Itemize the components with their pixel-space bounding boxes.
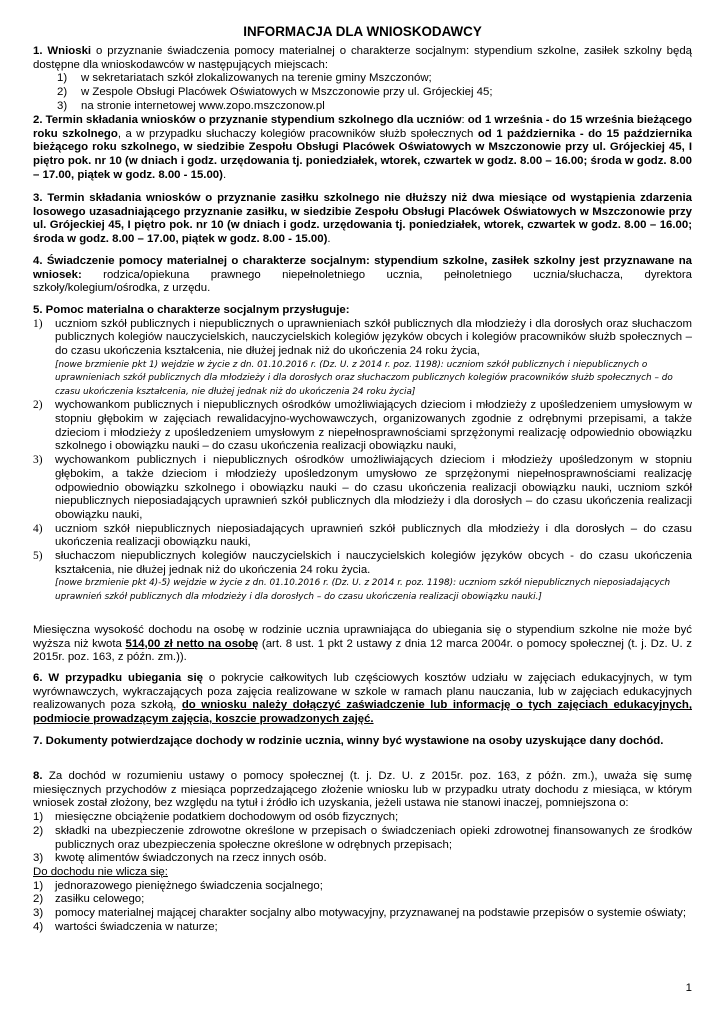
section-2-location: od 1 października - do 15 października bieżącego roku szkolnego, w siedzibie Zespołu Obsługi Placówek Oświatowych w Mszczonowie przy ul. Grójeckiej 45, I piętro pok. nr 10 (w dniach i godz. urzędowania tj. poniedziałek, wtorek, czwartek w godz. 8.00 – 16.00; środa w godz. 8.00 – 17.00, piątek w godz. 8.00 - 15.00) [33,127,692,181]
list-item [33,399,692,454]
list-item [33,550,692,577]
section-1-text: o przyznanie świadczenia pomocy materialnej o charakterze socjalnym: stypendium szkolne, zasiłek szkolny będą dostępne dla wnioskodawców w następujących miejscach: [33,45,692,71]
section-2-end: . [222,168,227,181]
section-7: 7. Dokumenty potwierdzające dochody w rodzinie ucznia, winny być wystawione na osoby uzyskujące dany dochód. [33,735,664,747]
list-item-text: składki na ubezpieczenie zdrowotne określone w przepisach o świadczeniach opieki zdrowotnej finansowanych ze środków publicznych oraz ubezpieczenia społeczne określone w odrębnych przepisach; [55,824,692,851]
section-6 [33,672,692,727]
section-6-heading: 6. W przypadku ubiegania się [33,672,203,684]
list-item [33,811,692,825]
list-item-number: 4) [33,920,44,933]
section-5-heading: 5. Pomoc materialna o charakterze socjalnym przysługuje: [33,304,350,316]
list-item-number: 3) [33,454,43,467]
list-item [33,825,692,852]
list-item-number: 2) [33,893,44,906]
list-item-number: 5) [33,550,43,563]
section-2 [33,114,692,183]
section-2-text: , a w przypadku słuchaczy kolegiów pracowników służb społecznych [117,127,478,140]
list-item-text: wychowankom publicznych i niepublicznych ośrodków umożliwiających dzieciom i młodzieży z upośledzeniem umysłowym w stopniu głębokim w zajęciach rewalidacyjno-wychowawczych, organizowanych zgodnie z odrębnymi przepisami, a także dzieciom i młodzieży z upośledzeniem umysłowym z niepełnosprawnościami sprzężonymi realizację odpowiednio obowiązku szkolnego i obowiązku nauki – do czasu ukończenia realizacji obowiązku nauki, [55,399,692,453]
list-item-number: 4) [33,522,43,535]
list-item-text: na stronie internetowej www.zopo.mszczonow.pl [81,99,325,112]
document-page [33,0,692,1024]
list-item [33,72,692,86]
section-1-intro [33,45,692,72]
section-8 [33,770,692,934]
income-text: Miesięczna wysokość dochodu na osobę w rodzinie ucznia uprawniająca do ubiegania się o stypendium szkolne nie może być wyższa niż kwota [33,624,692,650]
list-item-number: 3) [33,907,44,920]
list-item [33,880,692,894]
list-item [33,921,692,935]
list-item-text: w sekretariatach szkół zlokalizowanych na terenie gminy Mszczonów; [81,72,432,85]
section-4-text: rodzica/opiekuna prawnego niepełnoletniego ucznia, pełnoletniego ucznia/słuchacza, dyrektora szkoły/kolegium/ośrodka, z urzędu. [33,268,692,295]
section-8-number: 8. [33,770,43,782]
section-2-period: od 1 września - do 15 września bieżącego roku szkolnego [33,114,692,140]
income-legal-ref: (art. 8 ust. 1 pkt 2 ustawy z dnia 12 marca 2004r. o pomocy społecznej (t. j. Dz. U. z 2015r. poz. 163, z późn. zm.)). [33,637,692,664]
list-item-text: pomocy materialnej mającej charakter socjalny albo motywacyjny, przyznawanej na podstawie przepisów o systemie oświaty; [55,907,686,920]
section-3-text: 3. Termin składania wniosków o przyznanie zasiłku szkolnego nie dłuższy niż dwa miesiące od wystąpienia zdarzenia losowego uzasadniającego przyznanie zasiłku, w siedzibie Zespołu Obsługi Placówek Oświatowych w Mszczonowie przy ul. Grójeckiej 45, I piętro pok. nr 10 (w dniach i godz. urzędowania tj. poniedziałek, wtorek, czwartek w godz. 8.00 – 16.00; środa w godz. 8.00 – 17.00, piątek w godz. 8.00 - 15.00) [33,192,692,246]
list-item-number: 3) [33,852,44,865]
section-3 [33,192,692,247]
list-item-text: uczniom szkół publicznych i niepublicznych o uprawnieniach szkół publicznych dla młodzieży i dla dorosłych oraz słuchaczom publicznych kolegiów nauczycielskich, nauczycielskich kolegiów języków obcych i kolegiów pracowników służb społecznych – do czasu ukończenia kształcenia, nie dłużej jednak niż do ukończenia 24 roku życia, [55,317,692,358]
list-item [33,907,692,921]
page-number: 1 [685,982,692,995]
section-4-heading: 4. Świadczenie pomocy materialnej o charakterze socjalnym: stypendium szkolne, zasiłek szkolny jest przyznawane na wniosek: [33,255,692,281]
list-item-text: zasiłku celowego; [55,893,145,906]
list-item-number: 1) [33,317,43,330]
list-item-number: 1) [57,72,68,85]
legal-note: [nowe brzmienie pkt 1) wejdzie w życie z dn. 01.10.2016 r. (Dz. U. z 2014 r. poz. 1198): uczniom szkół publicznych i niepublicznych o uprawnieniach szkół publicznych dla młodzieży i dla dorosłych oraz słuchaczom publicznych kolegiów pracowników służb społecznych – do czasu ukończenia kształcenia, nie dłużej jednak niż do ukończenia 24 roku życia] [55,359,673,397]
legal-note: [nowe brzmienie pkt 4)-5) wejdzie w życie z dn. 01.10.2016 r. (Dz. U. z 2014 r. poz. 1198): uczniom szkół niepublicznych nieposiadających uprawnień szkół publicznych dla młodzieży i dla dorosłych – do czasu ukończenia realizacji obowiązku nauki.] [55,578,671,602]
list-item [33,893,692,907]
list-item-text: jednorazowego pieniężnego świadczenia socjalnego; [55,879,323,892]
page-title: INFORMACJA DLA WNIOSKODAWCY [243,24,482,39]
list-item-text: kwotę alimentów świadczonych na rzecz innych osób. [55,852,327,865]
list-item [33,454,692,523]
list-item [33,86,692,100]
section-8-text: Za dochód w rozumieniu ustawy o pomocy społecznej (t. j. Dz. U. z 2015r. poz. 163, z późn. zm.), uważa się sumę miesięcznych przychodów z miesiąca poprzedzającego złożenie wniosku lub w przypadku utraty dochodu z miesiąca, w którym wniosek został złożony, bez względu na tytuł i źródło ich uzyskania, jeżeli ustawa nie stanowi inaczej, pomniejszona o: [33,770,692,810]
list-item-text: miesięczne obciążenie podatkiem dochodowym od osób fizycznych; [55,811,399,824]
list-item-number: 2) [57,86,68,99]
list-item-number: 3) [57,99,68,112]
exclusions-heading: Do dochodu nie wlicza się: [33,865,168,878]
income-paragraph [33,624,692,665]
list-item-text: w Zespole Obsługi Placówek Oświatowych w Mszczonowie przy ul. Grójeckiej 45; [81,86,493,99]
section-2-heading: 2. Termin składania wniosków o przyznanie stypendium szkolnego dla uczniów [33,114,462,126]
list-item-number: 1) [33,811,44,824]
list-item [33,318,692,359]
list-item-number: 2) [33,824,44,837]
section-2-sep: : [461,114,468,126]
list-item [33,523,692,550]
section-3-end: . [327,233,331,246]
list-item-text: słuchaczom niepublicznych kolegiów nauczycielskich i nauczycielskich kolegiów języków obcych - do czasu ukończenia kształcenia, nie dłużej jednak niż do ukończenia 24 roku życia. [55,550,692,576]
income-threshold: 514,00 zł netto na osobę [125,637,259,650]
list-item-number: 2) [33,399,43,412]
list-item-number: 1) [33,879,44,892]
list-item [33,852,692,866]
list-item-text: uczniom szkół niepublicznych nieposiadających uprawnień szkół publicznych dla młodzieży i dla dorosłych – do czasu ukończenia realizacji obowiązku nauki, [55,522,692,549]
list-item [33,100,692,114]
section-4 [33,255,692,296]
section-8-intro [33,770,692,811]
section-1 [33,45,692,114]
section-1-number: 1. Wnioski [33,45,92,57]
section-6-text: o pokrycie całkowitych lub częściowych kosztów udziału w zajęciach edukacyjnych, w tym wyrównawczych, wykraczających poza zajęcia realizowane w szkole w ramach planu nauczania, lub w zajęciach edukacyjnych realizowanych poza szkołą, [33,672,692,712]
section-5 [33,304,692,604]
list-item-text: wartości świadczenia w naturze; [55,920,218,933]
section-6-requirement: do wniosku należy dołączyć zaświadczenie lub informację o tych zajęciach edukacyjnych, podmiocie prowadzącym zajęcia, koszcie prowadzonych zajęć. [33,699,692,726]
list-item-text: wychowankom publicznych i niepublicznych ośrodków umożliwiających dzieciom i młodzieży upośledzonym w stopniu głębokim, a także dzieciom i młodzieży upośledzonym umysłowo ze sprzężonymi niepełnosprawnościami realizację odpowiednio obowiązku szkolnego i obowiązku nauki – do czasu ukończenia realizacji obowiązku nauki, uczniom szkół niepublicznych nieposiadających uprawnień szkół publicznych dla młodzieży i dla dorosłych – do czasu ukończenia realizacji obowiązku nauki, [55,454,692,521]
